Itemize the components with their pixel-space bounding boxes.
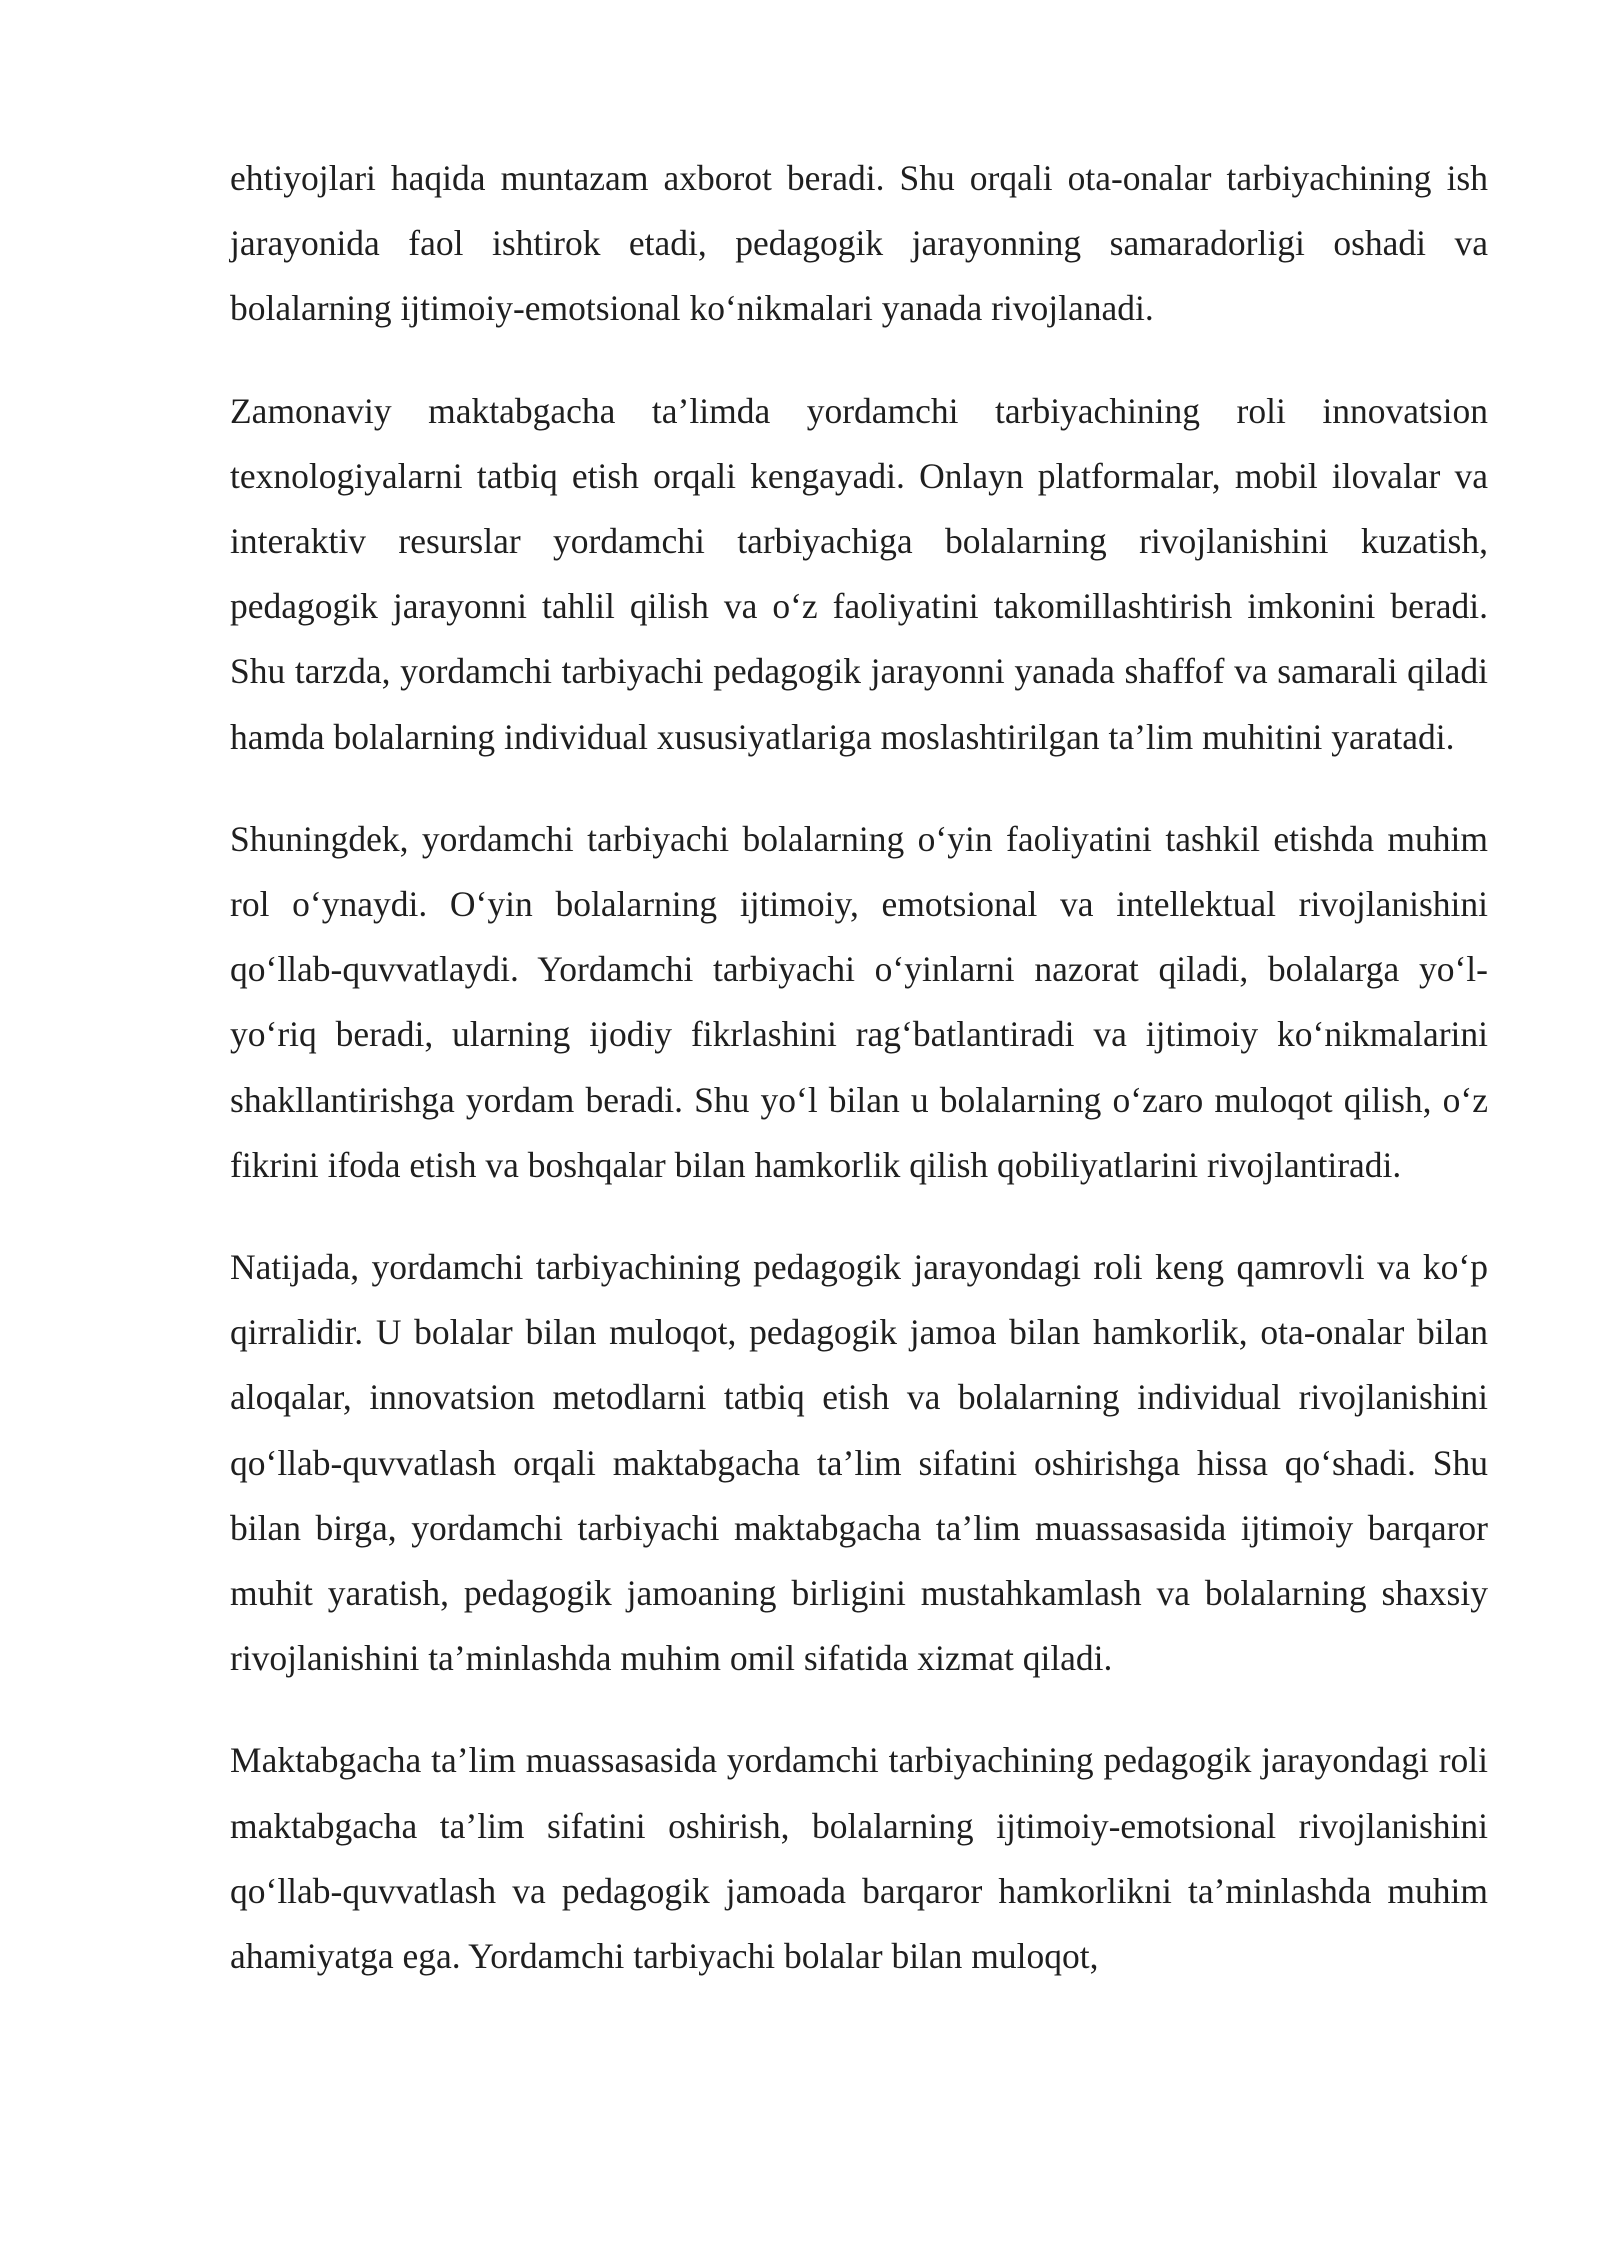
paragraph-1: ehtiyojlari haqida muntazam axborot beradi. Shu orqali ota-onalar tarbiyachining ish jarayonida faol ishtirok etadi, pedagogik jarayonning samaradorligi oshadi va bolalarning ijtimoiy-emotsional ko‘nikmalari yanada rivojlanadi. — [230, 158, 1488, 329]
document-page — [230, 146, 1488, 2026]
paragraph-5: Maktabgacha ta’lim muassasasida yordamchi tarbiyachining pedagogik jarayondagi roli maktabgacha ta’lim sifatini oshirish, bolalarning ijtimoiy-emotsional rivojlanishini qo‘llab-quvvatlash va pedagogik jamoada barqaror hamkorlikni ta’minlashda muhim ahamiyatga ega. Yordamchi tarbiyachi bolalar bilan muloqot, — [230, 1740, 1488, 1977]
paragraph-2: Zamonaviy maktabgacha ta’limda yordamchi tarbiyachining roli innovatsion texnologiyalarni tatbiq etish orqali kengayadi. Onlayn platformalar, mobil ilovalar va interaktiv resurslar yordamchi tarbiyachiga bolalarning rivojlanishini kuzatish, pedagogik jarayonni tahlil qilish va o‘z faoliyatini takomillashtirish imkonini beradi. Shu tarzda, yordamchi tarbiyachi pedagogik jarayonni yanada shaffof va samarali qiladi hamda bolalarning individual xususiyatlariga moslashtirilgan ta’lim muhitini yaratadi. — [230, 390, 1488, 757]
paragraph-3: Shuningdek, yordamchi tarbiyachi bolalarning o‘yin faoliyatini tashkil etishda muhim rol o‘ynaydi. O‘yin bolalarning ijtimoiy, emotsional va intellektual rivojlanishini qo‘llab-quvvatlaydi. Yordamchi tarbiyachi o‘yinlarni nazorat qiladi, bolalarga yo‘l-yo‘riq beradi, ularning ijodiy fikrlashini rag‘batlantiradi va ijtimoiy ko‘nikmalarini shakllantirishga yordam beradi. Shu yo‘l bilan u bolalarning o‘zaro muloqot qilish, o‘z fikrini ifoda etish va boshqalar bilan hamkorlik qilish qobiliyatlarini rivojlantiradi. — [230, 818, 1488, 1185]
paragraph-4: Natijada, yordamchi tarbiyachining pedagogik jarayondagi roli keng qamrovli va ko‘p qirralidir. U bolalar bilan muloqot, pedagogik jamoa bilan hamkorlik, ota-onalar bilan aloqalar, innovatsion metodlarni tatbiq etish va bolalarning individual rivojlanishini qo‘llab-quvvatlash orqali maktabgacha ta’lim sifatini oshirishga hissa qo‘shadi. Shu bilan birga, yordamchi tarbiyachi maktabgacha ta’lim muassasasida ijtimoiy barqaror muhit yaratish, pedagogik jamoaning birligini mustahkamlash va bolalarning shaxsiy rivojlanishini ta’minlashda muhim omil sifatida xizmat qiladi. — [230, 1247, 1488, 1679]
